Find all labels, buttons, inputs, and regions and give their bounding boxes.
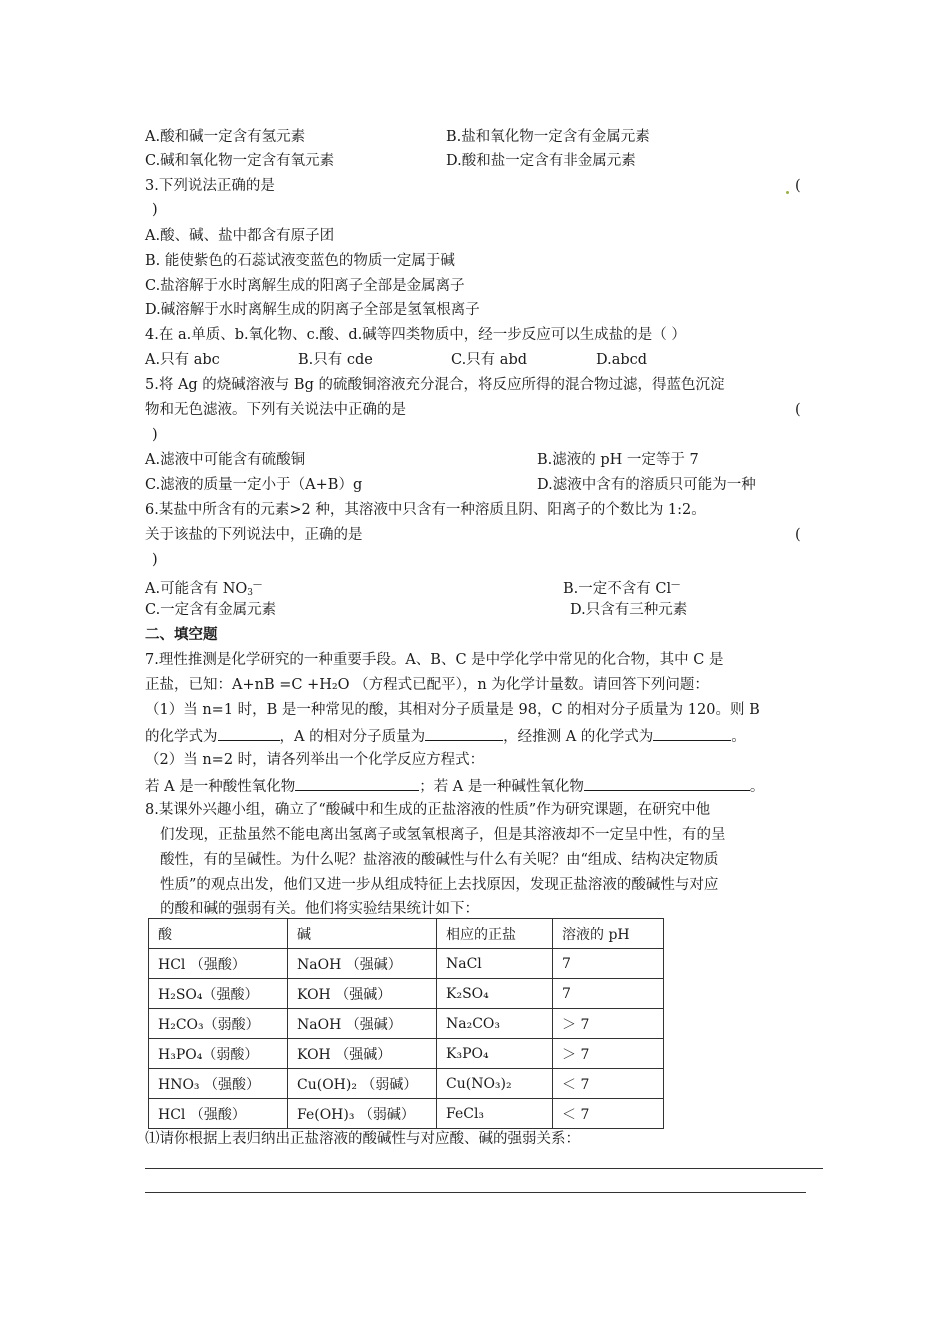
q8-line3: 酸性，有的呈碱性。为什么呢？盐溶液的酸碱性与什么有关呢？由“组成、结构决定物质 [160,852,719,868]
cell-base: Fe(OH)₃ （弱碱） [288,1099,437,1129]
cell-ph: ＞ 7 [553,1009,664,1039]
cell-salt: Cu(NO₃)₂ [437,1069,553,1099]
q7-line4: 的化学式为 ，A 的相对分子质量为 ，经推测 A 的化学式为 。 [145,725,746,747]
q6-stem-line1: 6.某盐中所含有的元素>2 种，其溶液中只含有一种溶质且阴、阳离子的个数比为 1:2。 [145,502,706,518]
cell-ph: 7 [553,949,664,979]
cell-acid: H₃PO₄（弱酸） [149,1039,288,1069]
q5-stem-line1: 5.将 Ag 的烧碱溶液与 Bg 的硫酸铜溶液充分混合，将反应所得的混合物过滤，得蓝色沉淀 [145,377,725,393]
q5-option-a: A.滤液中可能含有硫酸铜 [145,452,306,468]
q3-option-b: B. 能使紫色的石蕊试液变蓝色的物质一定属于碱 [145,253,455,269]
cell-acid: HCl （强酸） [149,1099,288,1129]
answer-line-1[interactable] [145,1168,823,1169]
q2-option-b: B.盐和氧化物一定含有金属元素 [446,129,650,145]
q3-option-a: A.酸、碱、盐中都含有原子团 [145,228,335,244]
table-row [149,1069,664,1099]
header-salt: 相应的正盐 [437,919,553,949]
cell-base: NaOH （强碱） [288,1009,437,1039]
cell-salt: K₃PO₄ [437,1039,553,1069]
q6-paren-close: ) [152,552,158,568]
cell-ph: ＜ 7 [553,1069,664,1099]
q8-subquestion-1: ⑴请你根据上表归纳出正盐溶液的酸碱性与对应酸、碱的强弱关系： [145,1131,580,1147]
q4-option-a: A.只有 abc [145,352,220,368]
cell-acid: H₂CO₃（弱酸） [149,1009,288,1039]
table-header-row [149,919,664,949]
q5-paren-close: ) [152,427,158,443]
table-row [149,949,664,979]
q8-line2: 们发现，正盐虽然不能电离出氢离子或氢氧根离子，但是其溶液却不一定呈中性，有的呈 [160,827,726,843]
q6-option-c: C.一定含有金属元素 [145,602,277,618]
q3-option-d: D.碱溶解于水时离解生成的阴离子全部是氢氧根离子 [145,302,480,318]
q8-line5: 的酸和碱的强弱有关。他们将实验结果统计如下： [160,901,479,917]
q3-stem: 3.下列说法正确的是 [145,178,275,194]
cell-ph: ＜ 7 [553,1099,664,1129]
cell-base: Cu(OH)₂ （弱碱） [288,1069,437,1099]
q3-paren-close: ) [152,202,158,218]
q5-option-d: D.滤液中含有的溶质只可能为一种 [537,477,756,493]
q7-line2: 正盐，已知：A+nB =C +H₂O （方程式已配平），n 为化学计量数。请回答下列问题： [145,677,709,693]
header-base: 碱 [288,919,437,949]
q5-option-b: B.滤液的 pH 一定等于 7 [537,452,699,468]
q8-line4: 性质”的观点出发，他们又进一步从组成特征上去找原因，发现正盐溶液的酸碱性与对应 [160,877,719,893]
speck-mark [786,191,789,194]
q2-option-a: A.酸和碱一定含有氢元素 [145,129,306,145]
table-row [149,1099,664,1129]
section-heading-fill-in: 二、填空题 [145,627,218,643]
answer-line-2[interactable] [145,1192,806,1193]
q2-option-c: C.碱和氧化物一定含有氧元素 [145,153,335,169]
cell-base: KOH （强碱） [288,1039,437,1069]
q6-stem-line2: 关于该盐的下列说法中，正确的是 [145,527,363,543]
q7-line6: 若 A 是一种酸性氧化物 ；若 A 是一种碱性氧化物 。 [145,775,764,797]
cell-salt: FeCl₃ [437,1099,553,1129]
cell-salt: K₂SO₄ [437,979,553,1009]
q6-option-d: D.只含有三种元素 [570,602,688,618]
q3-paren-open: ( [795,178,801,194]
answer-blank-a-formula[interactable] [653,725,731,741]
cell-salt: Na₂CO₃ [437,1009,553,1039]
q8-line1: 8.某课外兴趣小组，确立了“酸碱中和生成的正盐溶液的性质”作为研究课题，在研究中他 [145,802,711,818]
q7-line1: 7.理性推测是化学研究的一种重要手段。A、B、C 是中学化学中常见的化合物，其中 C 是 [145,652,724,668]
cell-ph: ＞ 7 [553,1039,664,1069]
q5-option-c: C.滤液的质量一定小于（A+B）g [145,477,363,493]
q5-stem-line2: 物和无色滤液。下列有关说法中正确的是 [145,402,406,418]
cell-acid: H₂SO₄（强酸） [149,979,288,1009]
q7-line3: （1）当 n=1 时，B 是一种常见的酸，其相对分子质量是 98，C 的相对分子质量为 120。则 B [145,702,760,718]
q4-stem: 4.在 a.单质、b.氧化物、c.酸、d.碱等四类物质中，经一步反应可以生成盐的是（ ） [145,327,686,343]
q4-option-b: B.只有 cde [298,352,373,368]
cell-base: KOH （强碱） [288,979,437,1009]
q6-option-a: A.可能含有 $NO_3^—$ [145,580,262,598]
cell-acid: HNO₃ （强酸） [149,1069,288,1099]
table-row [149,1039,664,1069]
cell-acid: HCl （强酸） [149,949,288,979]
results-table [148,918,664,1129]
table-row [149,1009,664,1039]
answer-blank-a-mass[interactable] [425,725,503,741]
header-ph: 溶液的 pH [553,919,664,949]
answer-blank-basic-oxide[interactable] [584,775,750,791]
q3-option-c: C.盐溶解于水时离解生成的阳离子全部是金属离子 [145,278,465,294]
table-row [149,979,664,1009]
answer-blank-acidic-oxide[interactable] [295,775,419,791]
cell-salt: NaCl [437,949,553,979]
q4-option-d: D.abcd [596,352,648,368]
q5-paren-open: ( [795,402,801,418]
q7-line5: （2）当 n=2 时，请各列举出一个化学反应方程式： [145,752,485,768]
q6-paren-open: ( [795,527,801,543]
q2-option-d: D.酸和盐一定含有非金属元素 [446,153,636,169]
q6-option-b: B.一定不含有 Cl— [563,580,681,597]
answer-blank-b-formula[interactable] [218,725,280,741]
cell-base: NaOH （强碱） [288,949,437,979]
q4-option-c: C.只有 abd [451,352,528,368]
cell-ph: 7 [553,979,664,1009]
header-acid: 酸 [149,919,288,949]
